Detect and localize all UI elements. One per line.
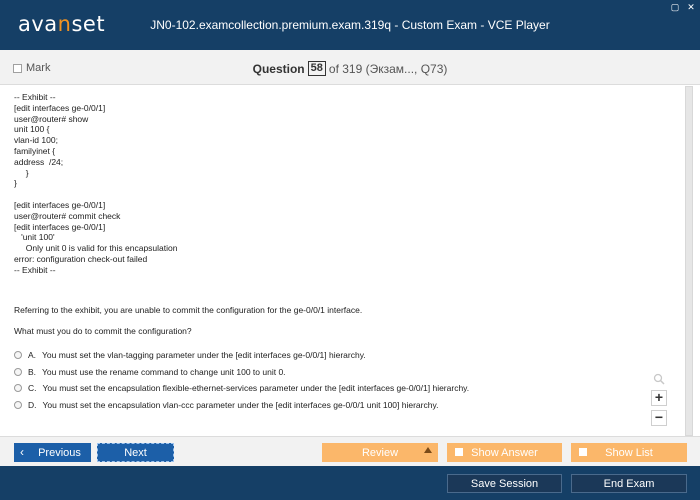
exhibit-line: familyinet { bbox=[14, 145, 56, 156]
radio-button[interactable] bbox=[14, 401, 22, 409]
logo-text-right: set bbox=[71, 12, 106, 36]
exhibit-line: [edit interfaces ge-0/0/1] bbox=[14, 102, 106, 113]
review-label: Review bbox=[361, 446, 399, 459]
exhibit-line: [edit interfaces ge-0/0/1] bbox=[14, 199, 106, 210]
zoom-in-button[interactable]: + bbox=[651, 390, 667, 406]
exhibit-line: unit 100 { bbox=[14, 124, 50, 135]
navigation-bar bbox=[0, 436, 700, 466]
radio-button[interactable] bbox=[14, 368, 22, 376]
scrollbar-thumb[interactable] bbox=[685, 86, 693, 436]
exhibit-line: address /24; bbox=[14, 156, 64, 167]
next-label: Next bbox=[124, 446, 147, 459]
logo-text-left: ava bbox=[18, 12, 58, 36]
checkbox-icon[interactable] bbox=[579, 448, 587, 456]
title-bar bbox=[0, 0, 700, 50]
exhibit-line: Only unit 0 is valid for this encapsulation bbox=[14, 243, 178, 254]
answer-options bbox=[14, 347, 469, 413]
exhibit-line: -- Exhibit -- bbox=[14, 264, 56, 275]
previous-label: Previous bbox=[38, 446, 81, 459]
window-title: JN0-102.examcollection.premium.exam.319q - Custom Exam - VCE Player bbox=[150, 18, 550, 32]
review-button[interactable] bbox=[322, 443, 438, 462]
option-letter: B. bbox=[28, 366, 37, 377]
option-letter: C. bbox=[28, 383, 37, 394]
exhibit-line: -- Exhibit -- bbox=[14, 92, 56, 102]
exhibit-line: } bbox=[14, 167, 29, 178]
previous-button[interactable] bbox=[14, 443, 91, 462]
logo-text-accent: n bbox=[57, 12, 72, 36]
radio-button[interactable] bbox=[14, 384, 22, 392]
option-text: You must use the rename command to change unit 100 to unit 0. bbox=[42, 366, 286, 377]
exhibit-line: user@router# show bbox=[14, 113, 89, 124]
show-answer-label: Show Answer bbox=[471, 446, 538, 459]
window-controls bbox=[670, 2, 696, 12]
show-list-button[interactable] bbox=[571, 443, 687, 462]
exhibit-line: 'unit 100' bbox=[14, 232, 55, 243]
exhibit-line: error: configuration check-out failed bbox=[14, 253, 148, 264]
end-exam-button[interactable]: End Exam bbox=[571, 474, 687, 493]
question-counter bbox=[0, 61, 700, 76]
answer-option-d[interactable] bbox=[14, 397, 469, 414]
checkbox-icon[interactable] bbox=[455, 448, 463, 456]
option-text: You must set the encapsulation flexible-ethernet-services parameter under the [edit interfaces ge-0/0/1] hierarchy. bbox=[42, 383, 470, 394]
answer-option-b[interactable] bbox=[14, 364, 469, 381]
question-text: Referring to the exhibit, you are unable to commit the configuration for the ge-0/0/1 interface. bbox=[14, 305, 363, 315]
answer-option-c[interactable] bbox=[14, 380, 469, 397]
triangle-up-icon bbox=[424, 447, 432, 453]
option-letter: A. bbox=[28, 350, 37, 361]
magnifier-icon bbox=[653, 373, 665, 385]
question-total: of 319 (Экзам..., Q73) bbox=[328, 61, 448, 76]
question-word: Question bbox=[252, 61, 305, 76]
maximize-icon[interactable]: ▢ bbox=[670, 2, 680, 12]
zoom-out-button[interactable]: − bbox=[651, 410, 667, 426]
mark-label: Mark bbox=[26, 62, 51, 74]
radio-button[interactable] bbox=[14, 351, 22, 359]
footer-bar bbox=[0, 466, 700, 500]
question-prompt: What must you do to commit the configuration? bbox=[14, 326, 192, 336]
exhibit-line: user@router# commit check bbox=[14, 210, 121, 221]
exhibit-line bbox=[14, 189, 674, 200]
next-button[interactable] bbox=[97, 443, 174, 462]
question-number-input[interactable]: 58 bbox=[308, 61, 326, 76]
exhibit-block bbox=[14, 92, 674, 276]
exhibit-line: [edit interfaces ge-0/0/1] bbox=[14, 221, 106, 232]
answer-option-a[interactable] bbox=[14, 347, 469, 364]
option-text: You must set the encapsulation vlan-ccc parameter under the [edit interfaces ge-0/0/1 unit 100] hierarchy. bbox=[42, 399, 439, 410]
exhibit-line: vlan-id 100; bbox=[14, 135, 58, 146]
chevron-left-icon: ‹ bbox=[20, 445, 24, 459]
option-letter: D. bbox=[28, 399, 37, 410]
show-list-label: Show List bbox=[605, 446, 653, 459]
option-text: You must set the vlan-tagging parameter under the [edit interfaces ge-0/0/1] hierarchy. bbox=[42, 350, 366, 361]
show-answer-button[interactable] bbox=[447, 443, 562, 462]
save-session-button[interactable]: Save Session bbox=[447, 474, 562, 493]
exhibit-line: } bbox=[14, 178, 17, 189]
close-icon[interactable]: ✕ bbox=[687, 2, 695, 12]
question-header bbox=[0, 50, 700, 85]
content-scrollbar[interactable] bbox=[685, 86, 693, 436]
